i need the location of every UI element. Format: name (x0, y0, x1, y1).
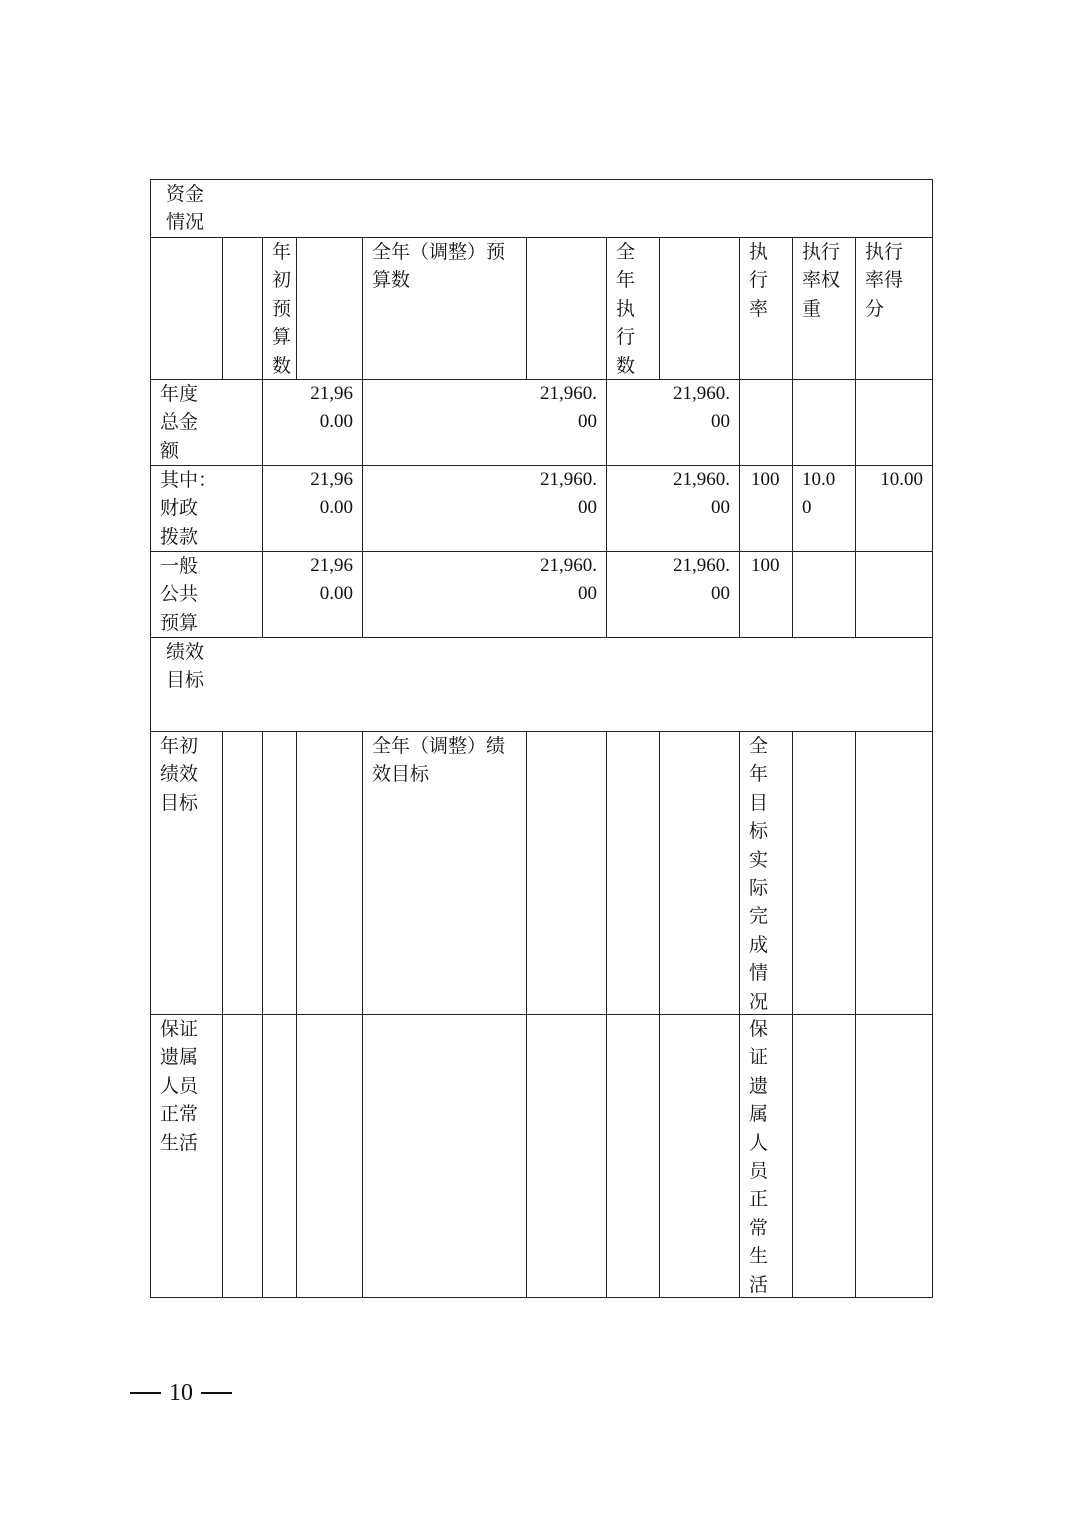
cell-annual-execution: 21,960. 00 (673, 383, 730, 433)
cell-execution-rate: 100 (751, 555, 780, 576)
footer-dash-right (201, 1392, 232, 1394)
cell-initial-budget: 21,96 0.00 (310, 469, 353, 519)
table-border-left (150, 179, 151, 1298)
col-divider (222, 731, 223, 1297)
row-label: 一般 公共 预算 (160, 555, 199, 634)
header-initial-goal: 年初 绩效 目标 (160, 735, 199, 814)
col-divider (362, 237, 363, 379)
row-divider (150, 1014, 933, 1015)
cell-execution-rate: 100 (751, 469, 780, 490)
cell-adjusted-budget: 21,960. 00 (540, 383, 597, 433)
col-divider (855, 237, 856, 379)
header-initial-budget: 年 初 预 算 数 (272, 241, 292, 377)
col-divider (855, 731, 856, 1297)
col-divider (792, 731, 793, 1297)
header-adjusted-goal: 全年（调整）绩 效目标 (372, 735, 506, 786)
col-divider (606, 237, 607, 379)
header-adjusted-budget: 全年（调整）预 算数 (372, 241, 506, 292)
section-title-funds: 资金 情况 (166, 183, 205, 234)
col-divider (739, 237, 740, 379)
col-divider (222, 237, 223, 379)
col-divider (739, 731, 740, 1297)
cell-annual-execution: 21,960. 00 (673, 469, 730, 519)
col-divider (606, 731, 607, 1297)
row-divider (150, 637, 933, 638)
header-actual-completion: 全 年 目 标 实 际 完 成 情 况 (749, 735, 769, 1013)
col-divider (262, 237, 263, 379)
header-rate-score: 执行 率得 分 (865, 241, 904, 320)
col-divider (659, 237, 660, 379)
row-divider (150, 731, 933, 732)
row-label: 年度 总金 额 (160, 383, 199, 462)
table-border-bottom (150, 1297, 933, 1298)
row-label: 其中： 财政 拨款 (160, 469, 218, 548)
header-rate-weight: 执行 率权 重 (802, 241, 841, 320)
header-execution-rate: 执 行 率 (749, 241, 769, 320)
cell-adjusted-budget: 21,960. 00 (540, 555, 597, 605)
page-number: 10 (169, 1380, 193, 1406)
cell-rate-weight: 10.0 0 (802, 469, 836, 519)
cell-actual-completion: 保 证 遗 属 人 员 正 常 生 活 (749, 1018, 769, 1296)
col-divider (855, 379, 856, 637)
col-divider (526, 731, 527, 1297)
table-border-right (932, 179, 933, 1298)
performance-table (150, 179, 933, 1298)
table-border-top (150, 179, 933, 180)
cell-initial-budget: 21,96 0.00 (310, 555, 353, 605)
col-divider (296, 237, 297, 379)
section-title-performance: 绩效 目标 (166, 641, 205, 692)
cell-initial-budget: 21,96 0.00 (310, 383, 353, 433)
cell-initial-goal: 保证 遗属 人员 正常 生活 (160, 1018, 199, 1154)
header-annual-execution: 全 年 执 行 数 (616, 241, 636, 377)
cell-rate-score: 10.00 (880, 469, 923, 490)
col-divider (792, 379, 793, 637)
col-divider (739, 379, 740, 637)
col-divider (659, 731, 660, 1297)
cell-adjusted-budget: 21,960. 00 (540, 469, 597, 519)
cell-annual-execution: 21,960. 00 (673, 555, 730, 605)
footer-dash-left (130, 1392, 161, 1394)
col-divider (526, 237, 527, 379)
col-divider (792, 237, 793, 379)
col-divider (262, 731, 263, 1297)
page-footer (130, 1375, 232, 1411)
col-divider (362, 731, 363, 1297)
col-divider (296, 731, 297, 1297)
